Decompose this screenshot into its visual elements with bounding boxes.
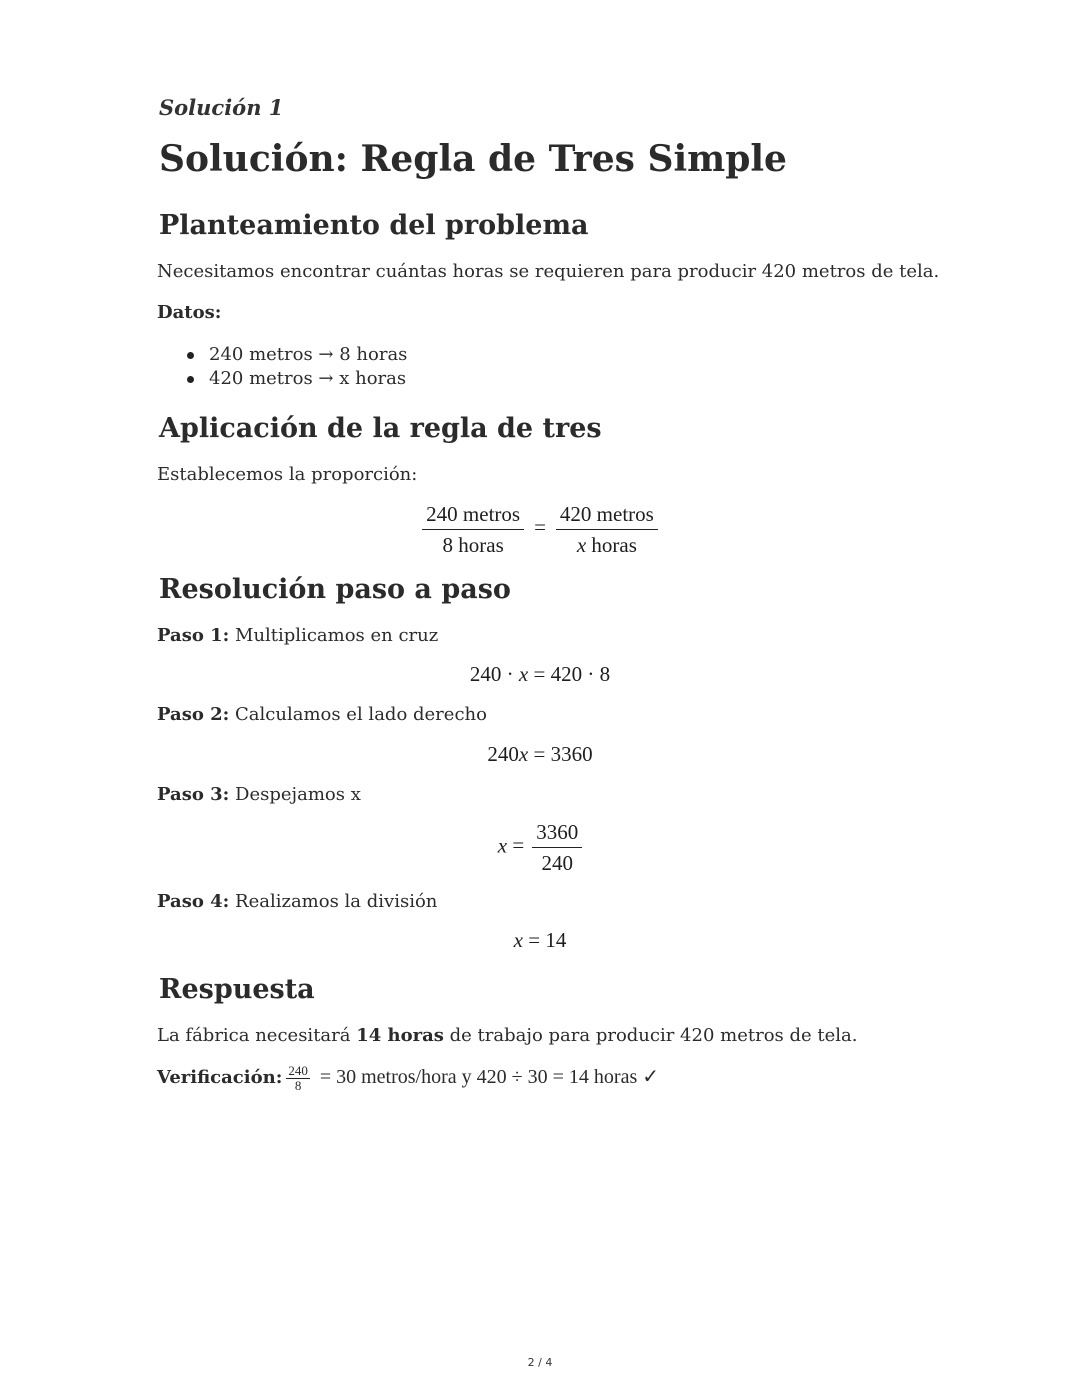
page-number: 2 / 4 <box>527 1356 553 1369</box>
left-numerator: 240 metros <box>422 502 524 530</box>
step-1 <box>157 625 438 646</box>
fraction-denominator: 8 <box>294 1077 302 1093</box>
variable-x: x <box>513 928 523 952</box>
verification-fraction <box>286 1062 310 1093</box>
step-label: Paso 3: <box>157 784 230 805</box>
equals-sign: = <box>534 515 546 540</box>
step-2-equation <box>0 742 1080 767</box>
variable-x: x <box>518 742 529 766</box>
step-text: Realizamos la división <box>229 891 438 912</box>
section-heading-respuesta: Respuesta <box>159 974 315 1005</box>
verification-line <box>157 1064 659 1092</box>
step-4-equation <box>0 928 1080 953</box>
equals-sign: = <box>507 833 525 858</box>
variable-x: x <box>576 533 587 557</box>
fraction-numerator: 240 <box>288 1062 308 1078</box>
step-text: Despejamos x <box>229 784 361 805</box>
step-label: Paso 1: <box>157 625 230 646</box>
answer-part: La fábrica necesitará <box>157 1025 357 1046</box>
step-label: Paso 2: <box>157 704 230 725</box>
step-1-equation <box>0 662 1080 687</box>
eq-part: = 3360 <box>528 742 593 766</box>
right-denominator <box>573 530 641 557</box>
right-fraction <box>556 502 658 557</box>
list-item: 420 metros → x horas <box>157 367 407 391</box>
page-title: Solución: Regla de Tres Simple <box>159 138 787 180</box>
step-3-fraction <box>532 820 582 875</box>
variable-x: x <box>497 833 508 858</box>
step-4 <box>157 891 437 912</box>
eq-part: = 420 · 8 <box>528 662 611 686</box>
datos-label: Datos: <box>157 302 222 323</box>
answer-part: de trabajo para producir 420 metros de tela. <box>443 1025 858 1046</box>
right-numerator: 420 metros <box>556 502 658 530</box>
answer-highlight: 14 horas <box>356 1025 444 1046</box>
datos-list <box>157 343 407 391</box>
left-denominator: 8 horas <box>442 533 504 557</box>
fraction-numerator: 3360 <box>532 820 582 848</box>
left-fraction <box>422 502 524 557</box>
step-2 <box>157 704 487 725</box>
step-3 <box>157 784 361 805</box>
step-3-equation <box>0 820 1080 875</box>
right-den-unit: horas <box>586 533 637 557</box>
proportion-equation <box>0 502 1080 557</box>
planteamiento-intro: Necesitamos encontrar cuántas horas se requieren para producir 420 metros de tela. <box>157 261 940 282</box>
fraction-denominator: 240 <box>541 851 573 875</box>
section-heading-aplicacion: Aplicación de la regla de tres <box>159 413 602 444</box>
aplicacion-intro: Establecemos la proporción: <box>157 464 418 485</box>
verification-label: Verificación: <box>157 1067 283 1088</box>
solution-label: Solución 1 <box>159 95 284 120</box>
verification-equation: = 30 metros/hora y 420 ÷ 30 = 14 horas ✓ <box>319 1066 659 1088</box>
answer-text <box>157 1025 857 1046</box>
eq-part: 240 · <box>469 662 519 686</box>
step-text: Calculamos el lado derecho <box>229 704 487 725</box>
variable-x: x <box>518 662 529 686</box>
list-item: 240 metros → 8 horas <box>157 343 407 367</box>
step-text: Multiplicamos en cruz <box>229 625 439 646</box>
section-heading-resolucion: Resolución paso a paso <box>159 574 511 605</box>
step-label: Paso 4: <box>157 891 230 912</box>
section-heading-planteamiento: Planteamiento del problema <box>159 210 589 241</box>
eq-part: 240 <box>487 742 519 766</box>
eq-part: = 14 <box>522 928 567 952</box>
